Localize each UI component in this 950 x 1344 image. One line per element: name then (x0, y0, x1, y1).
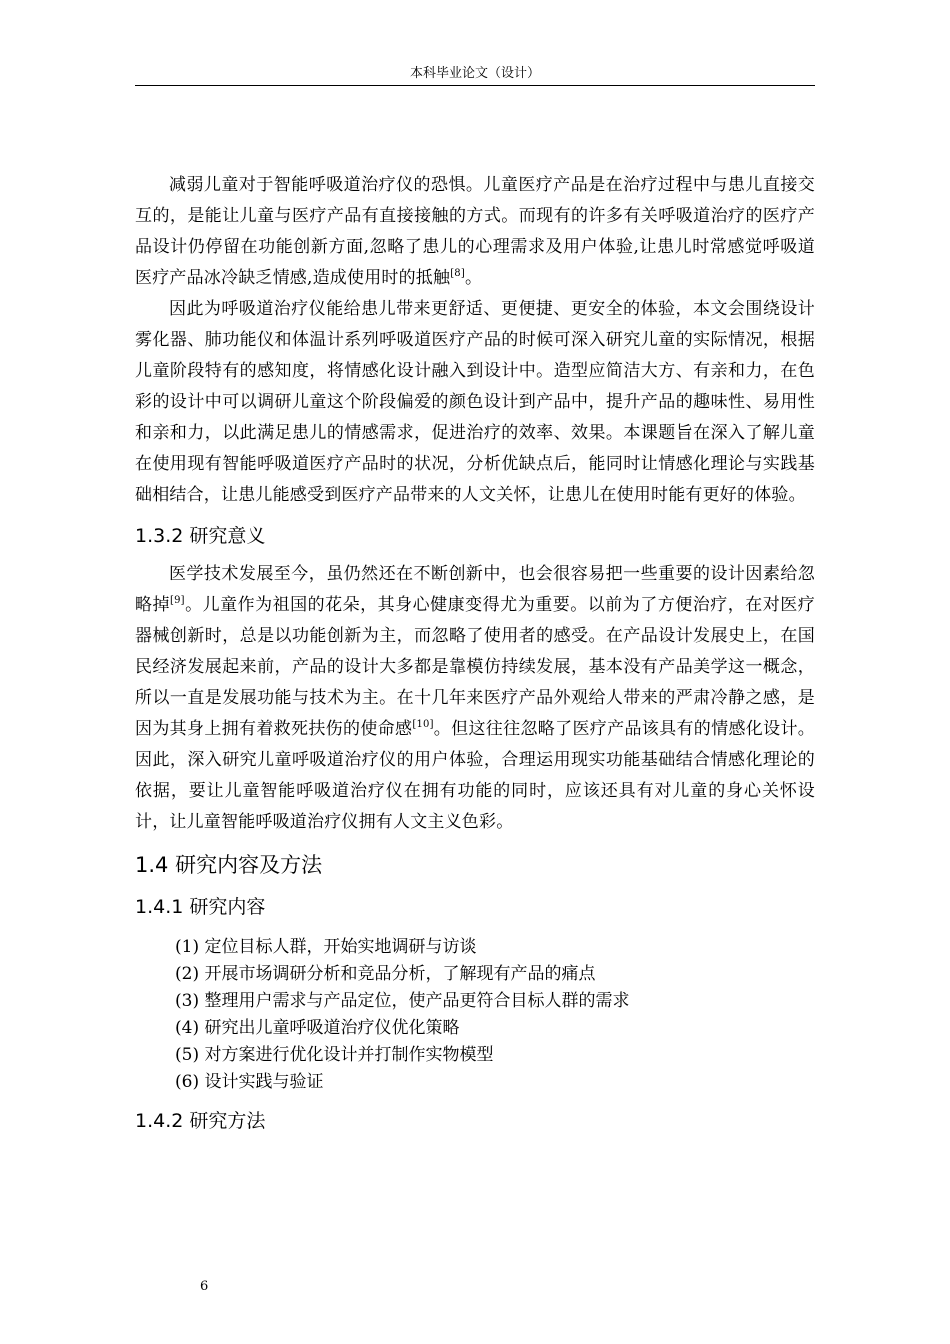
citation-8: [8] (450, 268, 465, 279)
paragraph-text: 医学技术发展至今，虽仍然还在不断创新中，也会很容易把一些重要的设计因素给忽略掉 (135, 564, 815, 615)
page-number: 6 (200, 1279, 209, 1294)
header-rule (135, 85, 815, 86)
heading-1-4-1: 1.4.1 研究内容 (135, 896, 266, 918)
paragraph-research-significance (135, 559, 815, 838)
list-item: (5) 对方案进行优化设计并打制作实物模型 (175, 1045, 494, 1065)
research-content-list (135, 934, 815, 1096)
list-item: (2) 开展市场调研分析和竞品分析，了解现有产品的痛点 (175, 964, 596, 984)
list-item: (1) 定位目标人群，开始实地调研与访谈 (175, 937, 477, 957)
paragraph-children-fear (135, 170, 815, 294)
page-body (135, 170, 815, 1144)
paragraph-text: 。儿童作为祖国的花朵，其身心健康变得尤为重要。以前为了方便治疗，在对医疗器械创新时，总是以功能创新为主，而忽略了使用者的感受。在产品设计发展史上，在国民经济发展起来前，产品的设计大多都是靠模仿持续发展，基本没有产品美学这一概念，所以一直是发展功能与技术为主。在十几年来医疗产品外观给人带来的严肃冷静之感，是因为其身上拥有着救死扶伤的使命感 (135, 595, 815, 739)
paragraph-end: 。 (464, 268, 483, 288)
list-item: (4) 研究出儿童呼吸道治疗仪优化策略 (175, 1018, 460, 1038)
list-item: (6) 设计实践与验证 (175, 1072, 324, 1092)
citation-9: [9] (170, 595, 185, 606)
heading-1-4: 1.4 研究内容及方法 (135, 853, 323, 877)
heading-1-4-2: 1.4.2 研究方法 (135, 1110, 266, 1132)
list-item: (3) 整理用户需求与产品定位，使产品更符合目标人群的需求 (175, 991, 630, 1011)
citation-10: [10] (412, 719, 434, 730)
heading-1-3-2: 1.3.2 研究意义 (135, 525, 266, 547)
paragraph-research-purpose: 因此为呼吸道治疗仪能给患儿带来更舒适、更便捷、更安全的体验，本文会围绕设计雾化器、肺功能仪和体温计系列呼吸道医疗产品的时候可深入研究儿童的实际情况，根据儿童阶段特有的感知度，将情感化设计融入到设计中。造型应简洁大方、有亲和力，在色彩的设计中可以调研儿童这个阶段偏爱的颜色设计到产品中，提升产品的趣味性、易用性和亲和力，以此满足患儿的情感需求，促进治疗的效率、效果。本课题旨在深入了解儿童在使用现有智能呼吸道医疗产品时的状况，分析优缺点后，能同时让情感化理论与实践基础相结合，让患儿能感受到医疗产品带来的人文关怀，让患儿在使用时能有更好的体验。 (135, 299, 815, 505)
paragraph-text: 。但这往往忽略了医疗产品该具有的情感化设计。因此，深入研究儿童呼吸道治疗仪的用户体验，合理运用现实功能基础结合情感化理论的依据，要让儿童智能呼吸道治疗仪在拥有功能的同时，应该还具有对儿童的身心关怀设计，让儿童智能呼吸道治疗仪拥有人文主义色彩。 (135, 719, 816, 832)
paragraph-text: 减弱儿童对于智能呼吸道治疗仪的恐惧。儿童医疗产品是在治疗过程中与患儿直接交互的，是能让儿童与医疗产品有直接接触的方式。而现有的许多有关呼吸道治疗的医疗产品设计仍停留在功能创新方面,忽略了患儿的心理需求及用户体验,让患儿时常感觉呼吸道医疗产品冰冷缺乏情感,造成使用时的抵触 (135, 175, 815, 288)
running-header: 本科毕业论文（设计） (409, 66, 540, 81)
